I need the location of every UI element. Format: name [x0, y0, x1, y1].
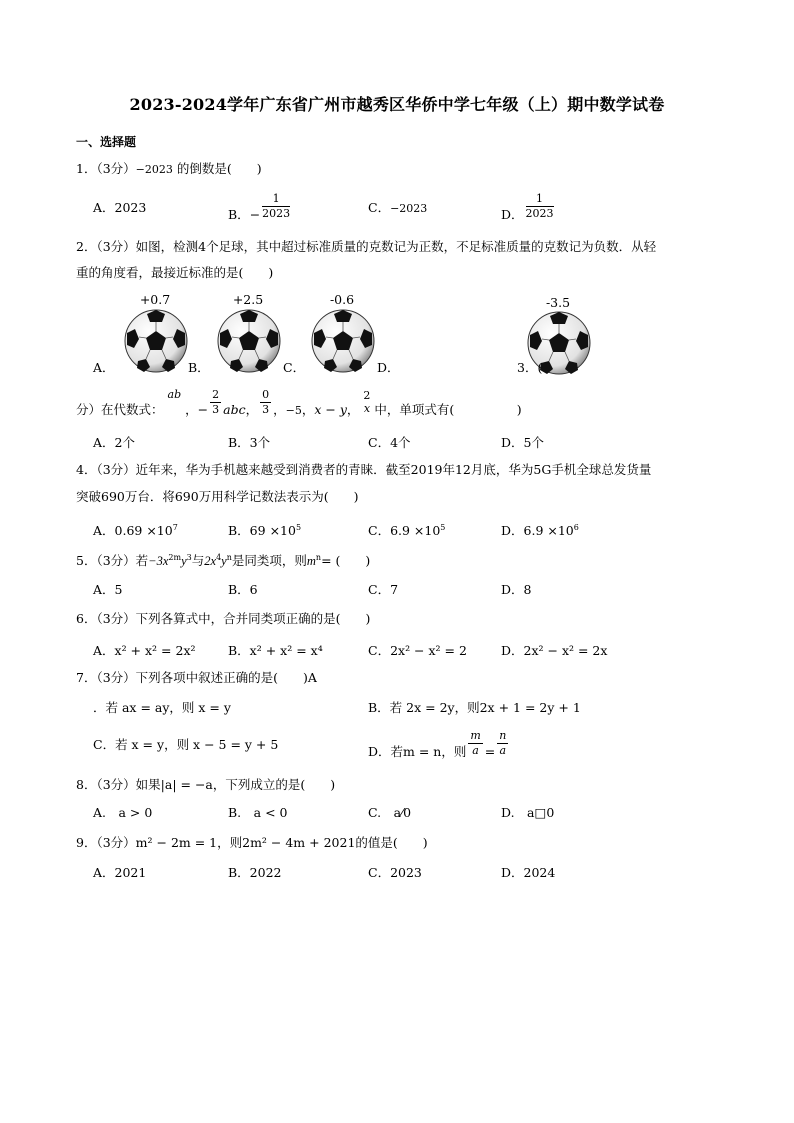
q1-option-b-numerator: 1: [262, 193, 290, 207]
q5-term-1-y: y: [181, 554, 187, 568]
q7-option-c[interactable]: C．若 x = y，则 x − 5 = y + 5: [93, 737, 279, 752]
q3-comma-4: ，: [301, 401, 315, 417]
q1-option-b-letter: B．: [228, 206, 250, 222]
q1-expr: −2023: [135, 163, 173, 176]
q3-number-overlap: 3．(: [517, 360, 543, 375]
ball-b-value: +2.5: [232, 292, 264, 307]
q5-term-1: −3x: [148, 554, 169, 568]
q6-option-a[interactable]: A．x² + x² = 2x²: [93, 643, 196, 658]
q5-mid: 与: [191, 553, 205, 568]
q3-suffix: 中，单项式有( ): [374, 401, 522, 417]
ball-a-value: +0.7: [139, 292, 171, 307]
q5-head: 5．（3分）若: [76, 553, 149, 568]
q7-option-a[interactable]: ．若 ax = ay，则 x = y: [93, 700, 231, 715]
question-8-stem: 8．（3分）如果|a| = −a，下列成立的是( ): [76, 777, 336, 792]
q8-option-b[interactable]: B. a < 0: [228, 805, 288, 820]
q6-option-d[interactable]: D．2x² − x² = 2x: [501, 643, 608, 658]
question-1-stem: [76, 163, 262, 176]
q1-option-c[interactable]: [368, 202, 427, 215]
q1-number: 1．: [76, 161, 97, 176]
q7-option-d-frac2-numerator: n: [499, 729, 507, 742]
q3-term-ab: ab: [167, 388, 182, 401]
q3-option-d[interactable]: D．5个: [501, 435, 544, 450]
q1-option-d-denominator: 2023: [525, 206, 554, 220]
question-4-line-2: 突破690万台．将690万用科学记数法表示为( ): [76, 489, 359, 504]
q3-comma-1: ，: [185, 401, 198, 417]
q3-comma-2: ，: [245, 401, 259, 417]
question-9-stem: 9．（3分）m² − 2m = 1，则2m² − 4m + 2021的值是( ): [76, 835, 428, 850]
q5-tail-2: = ( ): [321, 553, 371, 568]
q8-option-c[interactable]: C. a⁄0: [368, 805, 412, 820]
q3-term-zero-denominator: 3: [262, 402, 270, 416]
q5-term-2-x-exp: 4: [216, 553, 222, 562]
question-2-line-1: 2．（3分）如图，检测4个足球，其中超过标准质量的克数记为正数，不足标准质量的克数记为负数．从轻: [76, 239, 657, 254]
q5-option-d[interactable]: D．8: [501, 582, 532, 597]
q4-option-a[interactable]: [93, 525, 178, 538]
q1-text: 的倒数是( ): [176, 161, 262, 176]
ball-d-value: -3.5: [545, 295, 571, 310]
q1-option-c-value: −2023: [390, 202, 428, 215]
q3-term-4-denominator: x: [363, 402, 371, 416]
q3-option-c[interactable]: C．4个: [368, 435, 411, 450]
q5-term-1-x-exp: 2m: [168, 553, 182, 562]
q4-option-d[interactable]: [501, 525, 579, 538]
q7-option-d-frac1-denominator: a: [472, 743, 479, 757]
q5-tail-1: 是同类项，则: [231, 553, 307, 568]
q6-option-c[interactable]: C．2x² − x² = 2: [368, 643, 467, 658]
q9-option-d[interactable]: D．2024: [501, 865, 556, 880]
q4-option-c-exponent: 5: [440, 523, 446, 532]
q8-option-a[interactable]: A. a > 0: [93, 805, 153, 820]
question-7-stem: 7．（3分）下列各项中叙述正确的是( )A: [76, 670, 317, 685]
question-2-line-2: 重的角度看，最接近标准的是( ): [76, 265, 274, 280]
q2-option-b[interactable]: B．: [188, 360, 210, 375]
q3-term-2-numerator: 2: [212, 388, 220, 401]
q3-term-2-denominator: 3: [212, 402, 220, 416]
q8-option-d[interactable]: D. a□0: [501, 805, 555, 820]
q5-term-2-y: y: [221, 554, 227, 568]
section-heading: 一、选择题: [76, 135, 137, 149]
q7-option-d[interactable]: [368, 729, 510, 759]
q3-option-a[interactable]: A．2个: [93, 435, 135, 450]
q4-option-b-base: B．69 ×10: [228, 523, 296, 538]
q7-option-d-equals: =: [484, 743, 496, 759]
q4-option-a-base: A．0.69 ×10: [93, 523, 173, 538]
q5-term-2-y-exp: n: [226, 553, 232, 562]
q3-term-zero: 0: [262, 388, 270, 401]
q1-option-d-letter: D．: [501, 206, 524, 222]
ball-c-value: -0.6: [329, 292, 355, 307]
q4-option-c[interactable]: [368, 525, 445, 538]
q5-option-b[interactable]: B．6: [228, 582, 258, 597]
q4-option-d-base: D．6.9 ×10: [501, 523, 574, 538]
soccer-ball-c-icon: [311, 309, 375, 373]
q3-term-neg5: −5: [285, 403, 302, 417]
q3-term-xy: x − y: [314, 401, 347, 417]
q9-option-b[interactable]: B．2022: [228, 865, 282, 880]
q9-option-c[interactable]: C．2023: [368, 865, 422, 880]
q4-option-b[interactable]: [228, 525, 301, 538]
q3-term-4-numerator: 2: [363, 388, 371, 402]
question-4-line-1: 4．（3分）近年来，华为手机越来越受到消费者的青睐．截至2019年12月底，华为5G手机全球总发货量: [76, 462, 652, 477]
q1-option-d-numerator: 1: [526, 193, 554, 207]
q4-option-d-exponent: 6: [573, 523, 579, 532]
q5-m-exp: n: [315, 553, 322, 562]
page-title: 2023-2024学年广东省广州市越秀区华侨中学七年级（上）期中数学试卷: [129, 95, 665, 114]
q7-option-d-frac2-denominator: a: [499, 743, 507, 757]
q9-option-a[interactable]: A．2021: [93, 865, 147, 880]
q5-term-2: 2x: [204, 554, 217, 568]
q2-option-d[interactable]: D．: [377, 360, 400, 375]
question-6-stem: 6．（3分）下列各算式中，合并同类项正确的是( ): [76, 611, 371, 626]
q4-option-b-exponent: 5: [295, 523, 302, 532]
question-5-stem: [76, 555, 370, 568]
q7-option-d-prefix: D．若m = n，则: [368, 743, 467, 759]
q4-option-c-base: C．6.9 ×10: [368, 523, 441, 538]
q3-comma-5: ，: [346, 401, 360, 417]
q1-option-b-sign: −: [249, 206, 261, 222]
q5-term-1-y-exp: 3: [186, 553, 192, 562]
soccer-ball-a-icon: [124, 309, 188, 373]
q2-option-c[interactable]: C．: [283, 360, 306, 375]
q4-option-a-exponent: 7: [172, 523, 178, 532]
q7-option-b[interactable]: B．若 2x = 2y，则2x + 1 = 2y + 1: [368, 700, 581, 715]
q7-option-d-frac1-numerator: m: [470, 729, 481, 742]
question-3-stem: [76, 389, 522, 415]
q1-option-b-denominator: 2023: [262, 206, 291, 220]
q1-option-a[interactable]: A．2023: [93, 200, 147, 215]
q2-option-a[interactable]: A．: [93, 360, 115, 375]
q5-option-c[interactable]: C．7: [368, 582, 399, 597]
q1-score: （3分）: [96, 161, 136, 176]
q1-option-b[interactable]: [228, 192, 292, 222]
q3-term-abc: abc: [223, 401, 246, 417]
q3-comma-3: ，: [273, 401, 286, 417]
q1-option-d[interactable]: [501, 192, 556, 222]
q6-option-b[interactable]: B．x² + x² = x⁴: [228, 643, 323, 658]
q5-option-a[interactable]: A．5: [93, 582, 123, 597]
q3-option-b[interactable]: B．3个: [228, 435, 271, 450]
soccer-ball-b-icon: [217, 309, 281, 373]
q5-m: m: [306, 554, 316, 568]
q3-neg-sign: −: [197, 401, 209, 417]
q3-prefix: 分）在代数式：: [76, 401, 164, 417]
q1-option-c-letter: C．: [368, 200, 391, 215]
